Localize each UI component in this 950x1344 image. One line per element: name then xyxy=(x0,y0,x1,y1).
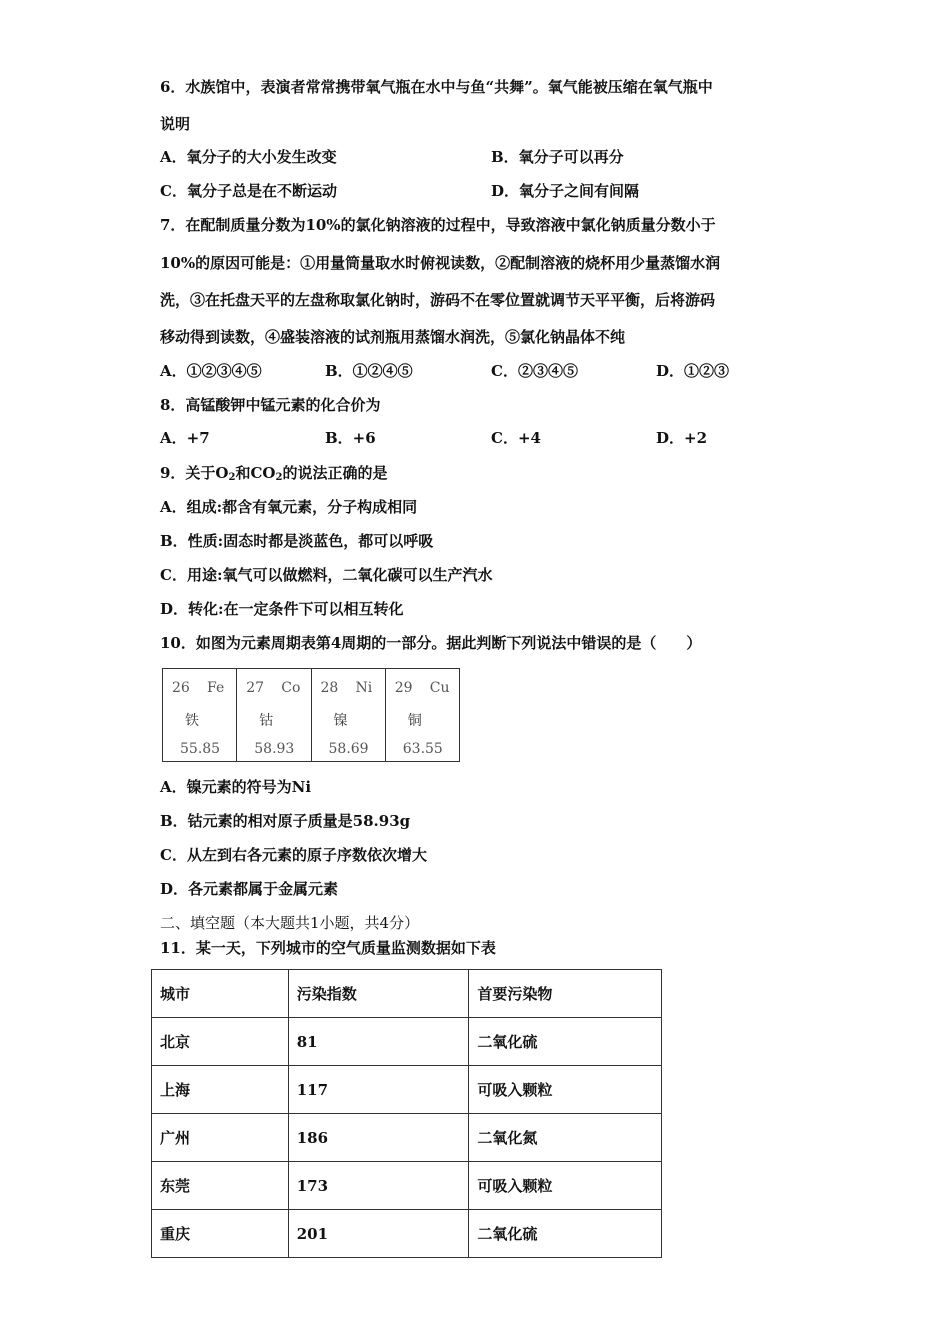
cell-index: 81 xyxy=(288,1018,469,1066)
q9-subscript-1: 2 xyxy=(228,472,236,483)
q7-option-a: A．①②③④⑤ xyxy=(160,362,262,380)
element-symbol: Co xyxy=(281,680,301,696)
q7-option-b: B．①②④⑤ xyxy=(325,362,413,380)
q8-option-b: B．+6 xyxy=(325,429,376,447)
element-mass: 63.55 xyxy=(402,741,443,757)
element-symbol: Cu xyxy=(429,680,450,696)
table-row xyxy=(152,1066,662,1114)
element-name: 镍 xyxy=(333,713,348,729)
q9-stem-part1: 9．关于O xyxy=(160,464,229,482)
element-mass: 55.85 xyxy=(180,741,221,757)
q8-option-a: A．+7 xyxy=(160,429,210,447)
cell-index: 201 xyxy=(288,1210,469,1258)
cell-city: 东莞 xyxy=(152,1162,289,1210)
table-row xyxy=(152,1018,662,1066)
header-index: 污染指数 xyxy=(288,970,469,1018)
cell-city: 重庆 xyxy=(152,1210,289,1258)
air-quality-table xyxy=(151,969,662,1258)
cell-pollutant: 可吸入颗粒 xyxy=(469,1066,662,1114)
cell-city: 广州 xyxy=(152,1114,289,1162)
table-row xyxy=(152,1162,662,1210)
element-mass: 58.93 xyxy=(254,741,295,757)
element-number: 28 xyxy=(320,680,339,696)
element-name: 铜 xyxy=(407,713,422,729)
q6-stem-line1: 6．水族馆中，表演者常常携带氧气瓶在水中与鱼“共舞”。氧气能被压缩在氧气瓶中 xyxy=(160,78,713,96)
element-cell-fe xyxy=(163,669,237,761)
q7-stem-line2: 10%的原因可能是：①用量筒量取水时俯视读数，②配制溶液的烧杯用少量蒸馏水润 xyxy=(160,254,721,272)
q6-option-d: D．氧分子之间有间隔 xyxy=(491,182,640,200)
table-row xyxy=(152,1114,662,1162)
cell-city: 北京 xyxy=(152,1018,289,1066)
q10-option-a: A．镍元素的符号为Ni xyxy=(160,778,312,796)
element-name: 钴 xyxy=(259,713,274,729)
cell-pollutant: 二氧化氮 xyxy=(469,1114,662,1162)
cell-index: 186 xyxy=(288,1114,469,1162)
element-cell-cu xyxy=(386,669,459,761)
q10-stem: 10．如图为元素周期表第4周期的一部分。据此判断下列说法中错误的是（ ） xyxy=(160,634,702,652)
q9-option-d: D．转化:在一定条件下可以相互转化 xyxy=(160,600,404,618)
q10-option-d: D．各元素都属于金属元素 xyxy=(160,880,339,898)
periodic-table-strip xyxy=(162,668,460,762)
cell-pollutant: 二氧化硫 xyxy=(469,1210,662,1258)
element-number: 26 xyxy=(172,680,190,696)
element-number: 27 xyxy=(246,680,265,696)
q9-subscript-2: 2 xyxy=(275,472,283,483)
q7-option-d: D．①②③ xyxy=(656,362,730,380)
q9-option-a: A．组成:都含有氧元素，分子构成相同 xyxy=(160,498,418,516)
q7-stem-line1: 7．在配制质量分数为10%的氯化钠溶液的过程中，导致溶液中氯化钠质量分数小于 xyxy=(160,216,716,234)
cell-pollutant: 二氧化硫 xyxy=(469,1018,662,1066)
q9-stem-part3: 的说法正确的是 xyxy=(282,464,388,482)
element-number: 29 xyxy=(394,680,413,696)
q6-option-c: C．氧分子总是在不断运动 xyxy=(160,182,337,200)
cell-pollutant: 可吸入颗粒 xyxy=(469,1162,662,1210)
header-pollutant: 首要污染物 xyxy=(469,970,662,1018)
element-mass: 58.69 xyxy=(328,741,369,757)
q8-option-d: D．+2 xyxy=(656,429,708,447)
q7-option-c: C．②③④⑤ xyxy=(491,362,578,380)
section-heading: 二、填空题（本大题共1小题，共4分） xyxy=(160,914,420,932)
element-cell-ni xyxy=(312,669,386,761)
q10-option-b: B．钴元素的相对原子质量是58.93g xyxy=(160,812,411,830)
cell-index: 117 xyxy=(288,1066,469,1114)
table-row xyxy=(152,1210,662,1258)
element-cell-co xyxy=(237,669,311,761)
q9-option-b: B．性质:固态时都是淡蓝色，都可以呼吸 xyxy=(160,532,434,550)
element-symbol: Fe xyxy=(207,680,225,696)
q6-stem-line2: 说明 xyxy=(160,115,191,133)
q7-stem-line3: 洗，③在托盘天平的左盘称取氯化钠时，游码不在零位置就调节天平平衡，后将游码 xyxy=(160,291,716,309)
element-symbol: Ni xyxy=(355,680,373,696)
q11-stem: 11．某一天，下列城市的空气质量监测数据如下表 xyxy=(160,939,496,957)
q10-option-c: C．从左到右各元素的原子序数依次增大 xyxy=(160,846,427,864)
cell-city: 上海 xyxy=(152,1066,289,1114)
element-name: 铁 xyxy=(185,713,199,729)
q6-option-b: B．氧分子可以再分 xyxy=(491,148,624,166)
q9-option-c: C．用途:氧气可以做燃料，二氧化碳可以生产汽水 xyxy=(160,566,493,584)
cell-index: 173 xyxy=(288,1162,469,1210)
q6-option-a: A．氧分子的大小发生改变 xyxy=(160,148,337,166)
header-city: 城市 xyxy=(152,970,289,1018)
q9-stem xyxy=(160,463,387,488)
q9-stem-part2: 和CO xyxy=(235,464,276,482)
q7-stem-line4: 移动得到读数，④盛装溶液的试剂瓶用蒸馏水润洗，⑤氯化钠晶体不纯 xyxy=(160,328,626,346)
q8-option-c: C．+4 xyxy=(491,429,541,447)
q8-stem: 8．高锰酸钾中锰元素的化合价为 xyxy=(160,396,381,414)
table-header-row xyxy=(152,970,662,1018)
